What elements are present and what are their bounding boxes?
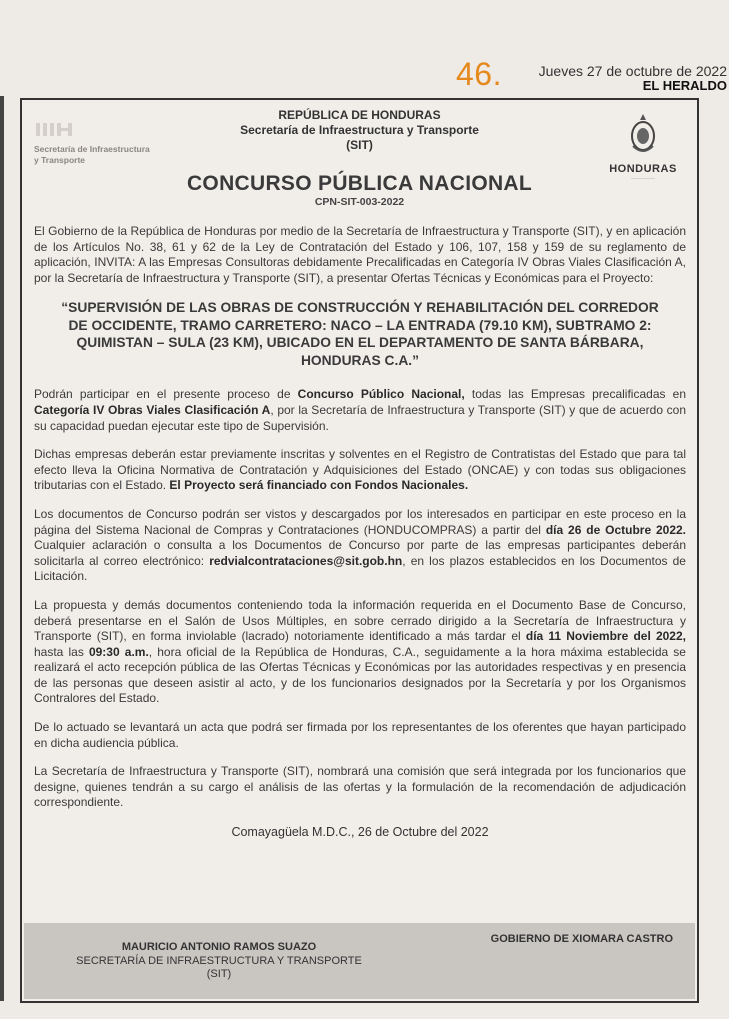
- newspaper-date: Jueves 27 de octubre de 2022: [538, 63, 727, 79]
- text-run: , en los plazos establecidos en los Documentos de Licitación.: [34, 553, 686, 584]
- tender-code: CPN-SIT-003-2022: [314, 196, 405, 208]
- signature-band: [24, 923, 695, 999]
- text-run: , hora oficial de la República de Honduras, C.A., seguidamente a la hora máxima establecida se realizará el acto recepción pública de las Ofertas Técnicas y Económicas por las autoridades respectivas y en presencia de las personas que deseen asistir al acto, y de los funcionarios designados por la Secretaría y por los Organismos Contralores del Estado.: [34, 644, 686, 706]
- honduras-wordmark-sub: ——————: [631, 175, 655, 180]
- eligibility-paragraph: [34, 387, 686, 434]
- sit-logo-line2: y Transporte: [34, 155, 86, 165]
- sit-logo-line1: Secretaría de Infraestructura: [34, 144, 150, 154]
- text-run: Podrán participar en el presente proceso de: [34, 387, 298, 402]
- intro-paragraph: El Gobierno de la República de Honduras por medio de la Secretaría de Infraestructura y Transporte (SIT), y en aplicación de los Artículos No. 38, 61 y 62 de la Ley de Contratación del Estado y 106, 107, 158 y 159 de su reglamento de aplicación, INVITA: A las Empresas Consultoras debidamente Precalificadas en Categoría IV Obras Viales Clasificación A, por la Secretaría de Infraestructura y Transporte (SIT), a presentar Ofertas Técnicas y Económicas para el Proyecto:: [34, 224, 686, 285]
- text-run-bold: día 26 de Octubre 2022.: [545, 522, 687, 537]
- text-run-bold: Categoría IV Obras Viales Clasificación A: [34, 402, 271, 417]
- text-run-bold: día 11 Noviembre del 2022,: [525, 629, 686, 644]
- text-run: La propuesta y demás documentos conteniendo toda la información requerida en el Documento Base de Concurso, deberá presentarse en el Salón de Usos Múltiples, en sobre cerrado dirigido a la Secretaría de Infraestructura y Transporte (SIT), en forma inviolable (lacrado) notoriamente identificado a más tardar el: [34, 597, 686, 644]
- text-run: , por la Secretaría de Infraestructura y Transporte (SIT) y que de acuerdo con su capacidad puedan ejecutar este tipo de Supervisión.: [34, 402, 686, 433]
- text-run: hasta las: [34, 644, 89, 659]
- column-rule: [0, 96, 4, 1001]
- text-run: Los documentos de Concurso podrán ser vistos y descargados por los interesados en participar en este proceso en la página del Sistema Nacional de Compras y Contrataciones (HONDUCOMPRAS) a partir del: [34, 506, 686, 537]
- ministry-heading: Secretaría de Infraestructura y Transporte: [240, 123, 479, 137]
- newspaper-name: EL HERALDO: [642, 78, 727, 93]
- header-block: [22, 108, 697, 153]
- contact-email: redvialcontrataciones@sit.gob.hn: [209, 553, 403, 568]
- project-title: “SUPERVISIÓN DE LAS OBRAS DE CONSTRUCCIÓN Y REHABILITACIÓN DEL CORREDOR DE OCCIDENTE, TRAMO CARRETERO: NACO – LA ENTRADA (79.10 KM), SUBTRAMO 2: QUIMISTAN – SULA (23 KM), UBICADO EN EL DEPARTAMENTO DE SANTA BÁRBARA, HONDURAS C.A.”: [61, 300, 659, 368]
- commission-paragraph: La Secretaría de Infraestructura y Transporte (SIT), nombrará una comisión que será integrada por los funcionarios que designe, quienes tendrán a su cargo el análisis de las ofertas y la formulación de la recomendación de adjudicación correspondiente.: [34, 764, 686, 810]
- page-number: 46.: [456, 56, 502, 92]
- honduras-wordmark: HONDURAS: [609, 163, 677, 175]
- text-run: todas las Empresas precalificadas en: [464, 387, 687, 402]
- text-run-bold: Concurso Público Nacional,: [297, 387, 465, 402]
- signer-acronym: (SIT): [206, 968, 232, 980]
- page-title: CONCURSO PÚBLICA NACIONAL: [186, 172, 533, 195]
- text-run-bold: 09:30 a.m.: [88, 644, 149, 659]
- text-run-bold: El Proyecto será financiado con Fondos Nacionales.: [169, 478, 469, 493]
- text-run: Cualquier aclaración o consulta a los Documentos de Concurso por parte de las empresas participantes deberán solicitarla al correo electrónico:: [34, 538, 686, 568]
- government-label: GOBIERNO DE XIOMARA CASTRO: [490, 933, 673, 945]
- registration-paragraph: [34, 447, 686, 494]
- announcement-box: [20, 98, 699, 1003]
- submission-paragraph: [34, 598, 686, 707]
- documents-paragraph: [34, 507, 686, 585]
- place-date: Comayagüela M.D.C., 26 de Octubre del 2022: [231, 825, 489, 840]
- signer-title: SECRETARÍA DE INFRAESTRUCTURA Y TRANSPORTE: [76, 954, 362, 967]
- minutes-paragraph: De lo actuado se levantará un acta que podrá ser firmada por los representantes de los oferentes que hayan participado en dicha audiencia pública.: [34, 720, 686, 750]
- republic-heading: REPÚBLICA DE HONDURAS: [278, 108, 441, 122]
- signer-name: MAURICIO ANTONIO RAMOS SUAZO: [121, 941, 317, 953]
- ministry-acronym: (SIT): [346, 138, 373, 152]
- signature-block: [54, 941, 384, 982]
- text-run: Dichas empresas deberán estar previamente inscritas y solventes en el Registro de Contratistas del Estado que para tal efecto lleva la Oficina Normativa de Contratación y Adquisiciones del Estado (ONCAE) y con todas sus obligaciones tributarias con el Estado.: [34, 447, 686, 493]
- announcement-body: [34, 224, 686, 839]
